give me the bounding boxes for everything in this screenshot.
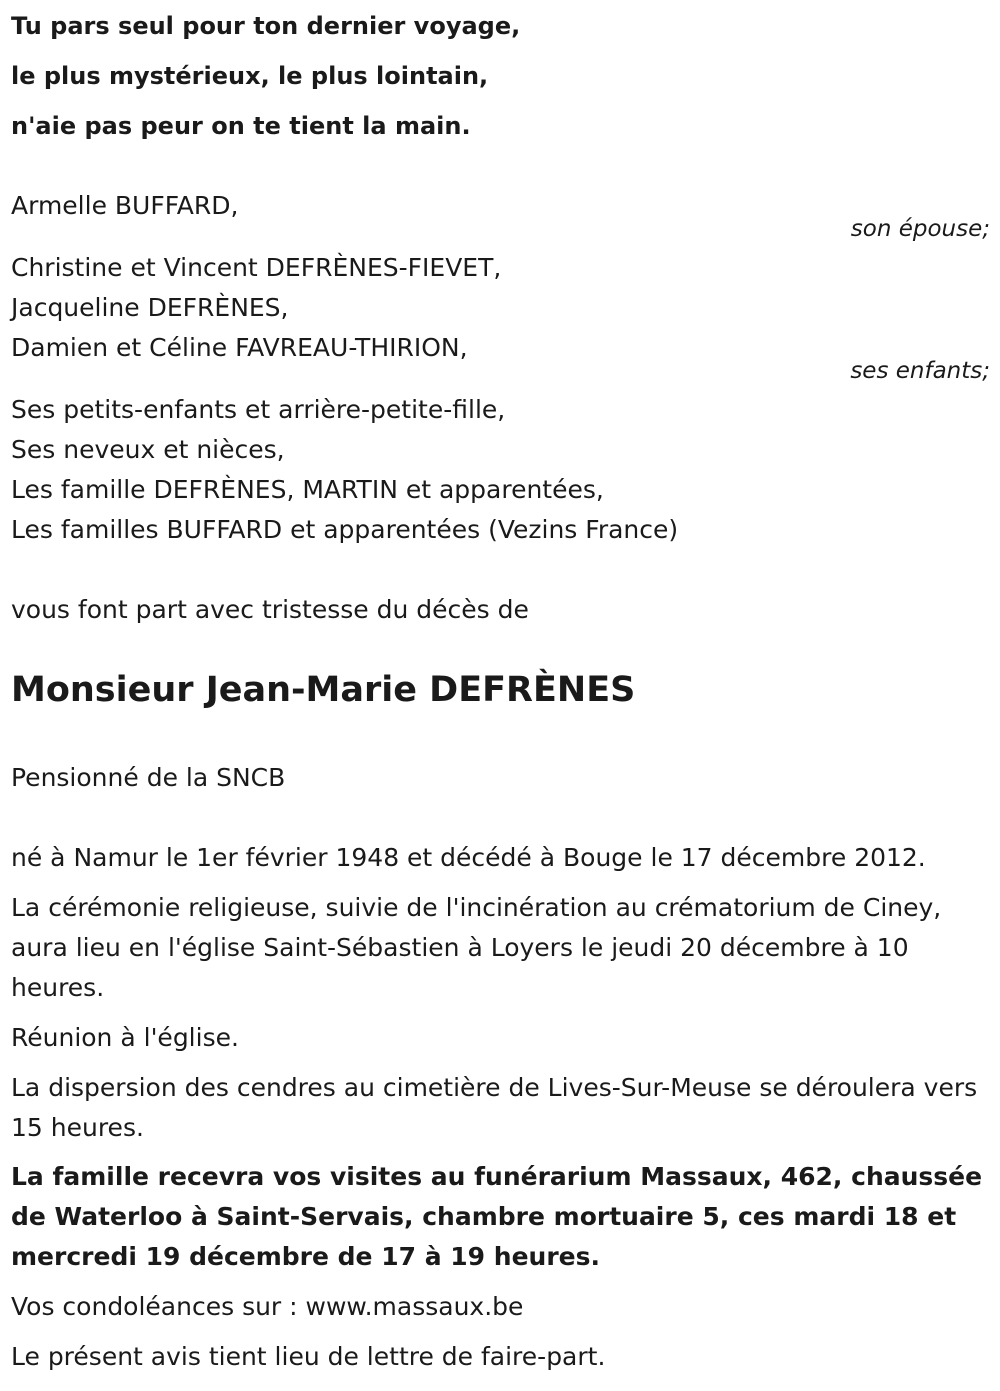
notice-text: Le présent avis tient lieu de lettre de faire-part.: [11, 1342, 606, 1371]
ceremony-text: La cérémonie religieuse, suivie de l'incinération au crématorium de Ciney, aura lieu en l'église Saint-Sébastien à Loyers le jeudi 20 décembre à 10 heures.: [11, 893, 942, 1002]
child-name: Christine et Vincent DEFRÈNES-FIEVET,: [11, 253, 502, 282]
spouse-name: Armelle BUFFARD,: [11, 191, 239, 220]
deceased-name: Monsieur Jean-Marie DEFRÈNES: [11, 670, 636, 710]
announcement-text: vous font part avec tristesse du décès de: [11, 595, 529, 624]
meeting-text: Réunion à l'église.: [11, 1023, 239, 1052]
birth-death-text: né à Namur le 1er février 1948 et décédé à Bouge le 17 décembre 2012.: [11, 843, 926, 872]
visits-text: La famille recevra vos visites au funérarium Massaux, 462, chaussée de Waterloo à Saint-Servais, chambre mortuaire 5, ces mardi 18 et mercredi 19 décembre de 17 à 19 heures.: [11, 1162, 983, 1271]
condolences-text: Vos condoléances sur : www.massaux.be: [11, 1292, 524, 1321]
children-relation: ses enfants;: [850, 358, 990, 384]
child-name: Jacqueline DEFRÈNES,: [11, 293, 289, 322]
family-line: Ses petits-enfants et arrière-petite-fille,: [11, 395, 506, 424]
deceased-occupation: Pensionné de la SNCB: [11, 763, 286, 792]
family-line: Ses neveux et nièces,: [11, 435, 285, 464]
poem-line-2: le plus mystérieux, le plus lointain,: [11, 62, 489, 90]
family-line: Les familles BUFFARD et apparentées (Vezins France): [11, 515, 679, 544]
poem-line-3: n'aie pas peur on te tient la main.: [11, 112, 471, 140]
child-name: Damien et Céline FAVREAU-THIRION,: [11, 333, 468, 362]
poem-line-1: Tu pars seul pour ton dernier voyage,: [11, 12, 521, 40]
family-line: Les famille DEFRÈNES, MARTIN et apparentées,: [11, 475, 604, 504]
spouse-relation: son épouse;: [850, 216, 990, 242]
dispersion-text: La dispersion des cendres au cimetière de Lives-Sur-Meuse se déroulera vers 15 heures.: [11, 1073, 978, 1142]
